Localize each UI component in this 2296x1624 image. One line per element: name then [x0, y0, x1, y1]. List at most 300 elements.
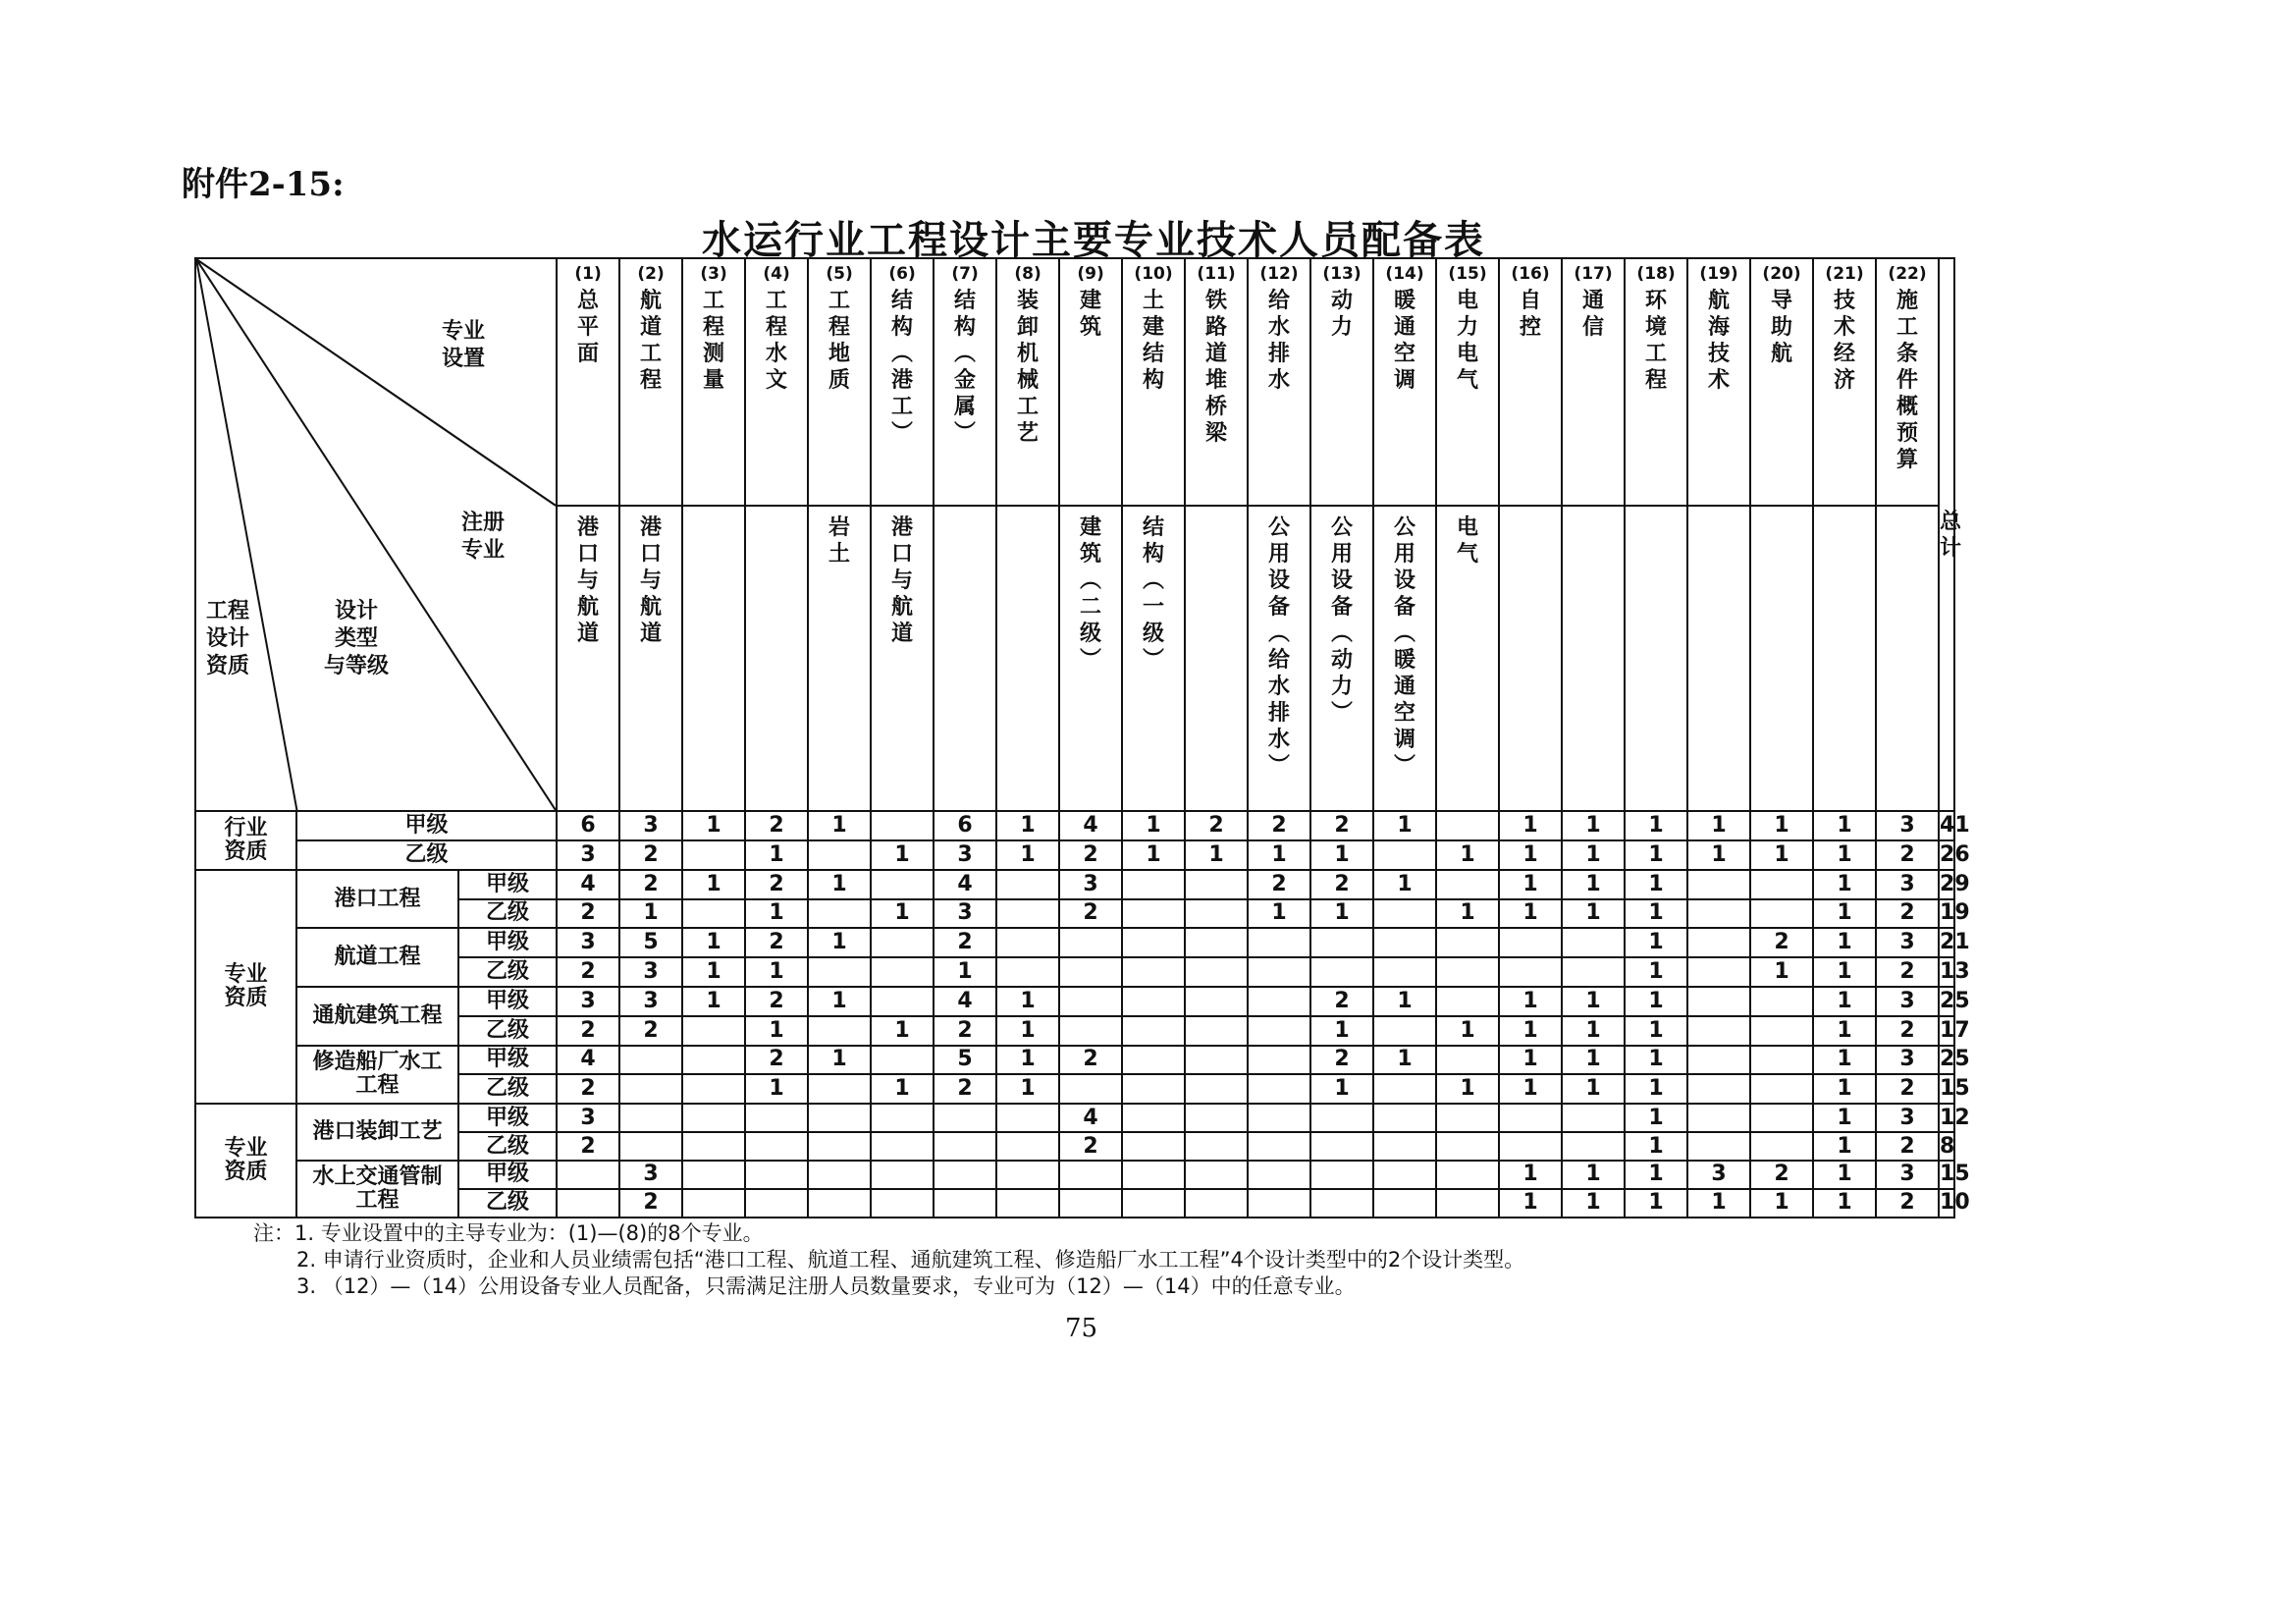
value-cell	[1750, 1132, 1813, 1161]
value-cell: 2	[1750, 1161, 1813, 1189]
design-type: 水上交通管制 工程	[296, 1161, 458, 1218]
value-cell: 1	[1436, 1016, 1499, 1046]
value-cell: 4	[934, 987, 996, 1016]
value-cell: 2	[557, 957, 619, 987]
value-cell: 4	[1059, 811, 1122, 840]
value-cell	[1562, 1132, 1625, 1161]
column-header	[1310, 258, 1373, 506]
column-name: 电 力 电 气	[1457, 288, 1479, 393]
value-cell: 3	[1876, 1161, 1939, 1189]
value-cell: 3	[1876, 928, 1939, 957]
registered-specialty-text: 港 口 与 航 道	[640, 514, 663, 646]
design-type: 港口装卸工艺	[296, 1104, 458, 1161]
value-cell	[871, 1161, 934, 1189]
value-cell	[1310, 1104, 1373, 1132]
value-cell: 1	[1625, 928, 1687, 957]
value-cell: 3	[1876, 1104, 1939, 1132]
value-cell	[808, 1104, 871, 1132]
column-number: (10)	[1134, 264, 1173, 284]
value-cell	[996, 928, 1059, 957]
value-cell: 2	[1059, 899, 1122, 929]
grade-label: 乙级	[296, 840, 557, 870]
registered-specialty-cell	[1562, 506, 1625, 811]
value-cell: 3	[934, 899, 996, 929]
value-cell	[1248, 987, 1310, 1016]
value-cell: 1	[1310, 840, 1373, 870]
value-cell: 1	[1185, 840, 1248, 870]
registered-specialty-cell	[1625, 506, 1687, 811]
value-cell: 1	[682, 870, 745, 899]
value-cell	[1436, 1046, 1499, 1075]
table-row	[195, 1016, 1954, 1046]
value-cell: 1	[1625, 870, 1687, 899]
column-number: (15)	[1448, 264, 1487, 284]
value-cell: 1	[1562, 811, 1625, 840]
value-cell	[1687, 987, 1750, 1016]
total-cell: 41	[1939, 811, 1954, 840]
value-cell: 2	[1059, 1046, 1122, 1075]
value-cell: 3	[619, 987, 682, 1016]
registered-specialty-cell	[682, 506, 745, 811]
note-3: 3. （12）—（14）公用设备专业人员配备，只需满足注册人员数量要求，专业可为（12）—（14）中的任意专业。	[296, 1274, 1356, 1298]
qualification-group: 行业 资质	[195, 811, 296, 870]
value-cell: 1	[996, 1074, 1059, 1104]
value-cell: 2	[934, 1016, 996, 1046]
value-cell: 1	[1122, 811, 1185, 840]
value-cell: 1	[1625, 1074, 1687, 1104]
value-cell: 3	[1876, 1046, 1939, 1075]
value-cell: 3	[1876, 987, 1939, 1016]
value-cell: 1	[1813, 1074, 1876, 1104]
value-cell: 1	[1625, 840, 1687, 870]
value-cell: 1	[1562, 1074, 1625, 1104]
column-header	[996, 258, 1059, 506]
column-header	[934, 258, 996, 506]
table-row	[195, 899, 1954, 929]
value-cell: 1	[1499, 899, 1562, 929]
value-cell: 1	[1625, 1104, 1687, 1132]
value-cell	[1185, 1016, 1248, 1046]
value-cell: 1	[1813, 1161, 1876, 1189]
value-cell	[934, 1132, 996, 1161]
column-number: (4)	[763, 264, 790, 284]
value-cell: 2	[619, 870, 682, 899]
value-cell: 1	[871, 840, 934, 870]
value-cell: 3	[619, 811, 682, 840]
value-cell: 1	[1562, 1016, 1625, 1046]
column-header	[1687, 258, 1750, 506]
table-row	[195, 1104, 1954, 1132]
value-cell: 1	[1625, 899, 1687, 929]
registered-specialty-cell	[1436, 506, 1499, 811]
value-cell: 2	[745, 870, 808, 899]
value-cell	[1436, 1189, 1499, 1218]
value-cell: 2	[1876, 1132, 1939, 1161]
value-cell: 3	[934, 840, 996, 870]
value-cell: 1	[1310, 1074, 1373, 1104]
value-cell	[1373, 1189, 1436, 1218]
column-number: (3)	[700, 264, 727, 284]
value-cell: 1	[1813, 957, 1876, 987]
total-cell: 8	[1939, 1132, 1954, 1161]
value-cell	[1185, 1046, 1248, 1075]
value-cell	[1059, 928, 1122, 957]
value-cell: 1	[1499, 987, 1562, 1016]
value-cell	[934, 1161, 996, 1189]
registered-specialty-text: 公 用 设 备 ︵ 动 力 ︶	[1331, 514, 1354, 726]
value-cell	[1059, 1016, 1122, 1046]
value-cell	[1687, 957, 1750, 987]
value-cell: 2	[619, 840, 682, 870]
column-name: 给 水 排 水	[1268, 288, 1291, 393]
value-cell: 4	[557, 870, 619, 899]
value-cell	[1687, 1104, 1750, 1132]
value-cell: 1	[934, 957, 996, 987]
grade-label: 乙级	[458, 899, 557, 929]
column-name: 总 平 面	[577, 288, 600, 366]
column-name: 航 海 技 术	[1708, 288, 1731, 393]
value-cell	[1310, 1161, 1373, 1189]
value-cell: 1	[1436, 1074, 1499, 1104]
value-cell: 1	[1248, 840, 1310, 870]
value-cell	[1750, 1074, 1813, 1104]
registered-specialty-cell	[934, 506, 996, 811]
column-header	[1373, 258, 1436, 506]
table-row	[195, 811, 1954, 840]
value-cell: 1	[1373, 870, 1436, 899]
value-cell: 4	[934, 870, 996, 899]
registered-specialty-text: 结 构 ︵ 一 级 ︶	[1143, 514, 1165, 673]
value-cell	[1310, 1132, 1373, 1161]
column-header	[745, 258, 808, 506]
value-cell	[1122, 1161, 1185, 1189]
staffing-table	[194, 257, 1970, 1218]
registered-specialty-cell	[557, 506, 619, 811]
column-header	[1813, 258, 1876, 506]
value-cell: 1	[1373, 811, 1436, 840]
column-header	[808, 258, 871, 506]
value-cell	[996, 870, 1059, 899]
value-cell	[996, 1104, 1059, 1132]
value-cell	[1122, 987, 1185, 1016]
value-cell	[1750, 899, 1813, 929]
value-cell	[871, 870, 934, 899]
total-cell: 17	[1939, 1016, 1954, 1046]
column-number: (16)	[1511, 264, 1550, 284]
grade-label: 甲级	[458, 1161, 557, 1189]
value-cell: 4	[557, 1046, 619, 1075]
value-cell: 1	[1687, 840, 1750, 870]
value-cell: 1	[1499, 811, 1562, 840]
value-cell: 1	[745, 1074, 808, 1104]
value-cell: 1	[808, 928, 871, 957]
value-cell	[682, 1132, 745, 1161]
value-cell: 5	[934, 1046, 996, 1075]
value-cell: 1	[808, 811, 871, 840]
table-row	[195, 1046, 1954, 1075]
grade-label: 甲级	[296, 811, 557, 840]
table-row	[195, 1189, 1954, 1218]
column-name: 结 构 ︵ 金 属 ︶	[954, 288, 977, 446]
registered-specialty-cell	[1499, 506, 1562, 811]
value-cell	[1122, 957, 1185, 987]
value-cell: 6	[557, 811, 619, 840]
value-cell	[1059, 1074, 1122, 1104]
column-name: 航 道 工 程	[640, 288, 663, 393]
grade-label: 乙级	[458, 1074, 557, 1104]
grade-label: 甲级	[458, 870, 557, 899]
column-name: 装 卸 机 械 工 艺	[1017, 288, 1040, 446]
note-1: 注：1. 专业设置中的主导专业为：(1)—(8)的8个专业。	[253, 1221, 764, 1245]
value-cell	[745, 1161, 808, 1189]
value-cell	[1436, 957, 1499, 987]
value-cell	[1122, 1132, 1185, 1161]
value-cell: 2	[745, 811, 808, 840]
value-cell	[1248, 1016, 1310, 1046]
value-cell	[1750, 987, 1813, 1016]
registered-specialty-cell	[1122, 506, 1185, 811]
value-cell	[1185, 899, 1248, 929]
value-cell	[619, 1046, 682, 1075]
value-cell: 1	[871, 1016, 934, 1046]
value-cell: 3	[557, 987, 619, 1016]
value-cell: 2	[1310, 1046, 1373, 1075]
value-cell: 2	[1876, 899, 1939, 929]
value-cell	[1499, 957, 1562, 987]
column-name: 结 构 ︵ 港 工 ︶	[891, 288, 914, 446]
value-cell: 1	[1625, 1132, 1687, 1161]
table-row	[195, 840, 1954, 870]
value-cell	[1373, 928, 1436, 957]
value-cell	[1122, 899, 1185, 929]
value-cell: 2	[1310, 987, 1373, 1016]
table-row	[195, 870, 1954, 899]
value-cell	[1122, 1016, 1185, 1046]
value-cell: 1	[1499, 1189, 1562, 1218]
value-cell	[1122, 1074, 1185, 1104]
value-cell: 1	[1625, 1189, 1687, 1218]
value-cell	[1499, 1104, 1562, 1132]
value-cell	[1750, 1104, 1813, 1132]
value-cell	[1248, 1189, 1310, 1218]
value-cell: 1	[1750, 1189, 1813, 1218]
value-cell	[1436, 811, 1499, 840]
value-cell	[1185, 870, 1248, 899]
registered-specialty-text: 建 筑 ︵ 二 级 ︶	[1080, 514, 1102, 673]
column-name: 土 建 结 构	[1143, 288, 1165, 393]
value-cell: 1	[1625, 1161, 1687, 1189]
value-cell: 1	[1813, 870, 1876, 899]
value-cell: 1	[1750, 811, 1813, 840]
value-cell: 3	[619, 1161, 682, 1189]
total-cell: 29	[1939, 870, 1954, 899]
column-name: 工 程 地 质	[828, 288, 851, 393]
column-number: (13)	[1322, 264, 1362, 284]
value-cell	[871, 928, 934, 957]
value-cell: 3	[557, 840, 619, 870]
column-name: 暖 通 空 调	[1394, 288, 1416, 393]
value-cell: 2	[557, 1132, 619, 1161]
registered-specialty-cell	[1185, 506, 1248, 811]
value-cell: 1	[1687, 1189, 1750, 1218]
value-cell: 1	[1562, 870, 1625, 899]
value-cell	[1373, 1161, 1436, 1189]
value-cell: 1	[808, 870, 871, 899]
value-cell	[1185, 957, 1248, 987]
column-header	[1750, 258, 1813, 506]
value-cell: 1	[1373, 987, 1436, 1016]
value-cell: 2	[557, 1074, 619, 1104]
total-cell: 25	[1939, 1046, 1954, 1075]
value-cell	[934, 1189, 996, 1218]
total-cell: 15	[1939, 1074, 1954, 1104]
value-cell: 2	[557, 899, 619, 929]
value-cell: 2	[934, 1074, 996, 1104]
value-cell	[1059, 1189, 1122, 1218]
value-cell	[1122, 870, 1185, 899]
value-cell: 1	[996, 811, 1059, 840]
value-cell: 3	[1876, 870, 1939, 899]
value-cell: 1	[1562, 1161, 1625, 1189]
value-cell	[1185, 928, 1248, 957]
value-cell: 1	[1310, 899, 1373, 929]
registered-specialty-text: 岩 土	[828, 514, 851, 567]
value-cell	[1185, 1104, 1248, 1132]
value-cell	[996, 957, 1059, 987]
value-cell	[745, 1132, 808, 1161]
value-cell: 2	[1876, 840, 1939, 870]
value-cell	[1122, 1104, 1185, 1132]
value-cell	[1310, 928, 1373, 957]
column-name: 工 程 水 文	[766, 288, 788, 393]
value-cell: 1	[1499, 1074, 1562, 1104]
value-cell	[1122, 928, 1185, 957]
registered-specialty-text: 港 口 与 航 道	[577, 514, 600, 646]
value-cell	[1373, 957, 1436, 987]
value-cell: 1	[1122, 840, 1185, 870]
specialty-setting-label: 专业 设置	[442, 319, 486, 371]
column-header	[1248, 258, 1310, 506]
value-cell: 1	[1813, 928, 1876, 957]
value-cell	[1248, 1104, 1310, 1132]
value-cell	[808, 899, 871, 929]
value-cell	[1750, 870, 1813, 899]
column-name: 自 控	[1520, 288, 1542, 340]
table-row	[195, 1161, 1954, 1189]
column-number: (2)	[637, 264, 665, 284]
value-cell	[1185, 1189, 1248, 1218]
value-cell: 2	[745, 928, 808, 957]
value-cell: 1	[1310, 1016, 1373, 1046]
total-cell: 12	[1939, 1104, 1954, 1132]
column-header	[1122, 258, 1185, 506]
value-cell	[1248, 1074, 1310, 1104]
registered-specialty-cell	[1310, 506, 1373, 811]
value-cell: 1	[1750, 840, 1813, 870]
note-2: 2. 申请行业资质时，企业和人员业绩需包括“港口工程、航道工程、通航建筑工程、修造船厂水工工程”4个设计类型中的2个设计类型。	[296, 1248, 1525, 1272]
total-cell: 21	[1939, 928, 1954, 957]
value-cell: 2	[745, 1046, 808, 1075]
table-row	[195, 1074, 1954, 1104]
value-cell	[682, 1074, 745, 1104]
value-cell	[808, 1189, 871, 1218]
value-cell: 2	[619, 1189, 682, 1218]
value-cell	[745, 1189, 808, 1218]
registered-specialty-cell	[996, 506, 1059, 811]
registered-specialty-cell	[619, 506, 682, 811]
column-number: (7)	[951, 264, 979, 284]
value-cell	[1436, 1161, 1499, 1189]
value-cell: 2	[557, 1016, 619, 1046]
column-number: (17)	[1574, 264, 1613, 284]
value-cell	[871, 957, 934, 987]
registered-specialty-text: 电 气	[1457, 514, 1479, 567]
value-cell: 1	[1562, 840, 1625, 870]
registered-specialty-cell	[1059, 506, 1122, 811]
value-cell	[808, 1161, 871, 1189]
total-header	[1939, 258, 1962, 811]
value-cell: 2	[1876, 1074, 1939, 1104]
value-cell	[1185, 1161, 1248, 1189]
column-name: 动 力	[1331, 288, 1354, 340]
value-cell: 1	[1373, 1046, 1436, 1075]
value-cell: 1	[996, 1016, 1059, 1046]
value-cell: 1	[1813, 987, 1876, 1016]
value-cell: 2	[1059, 840, 1122, 870]
value-cell	[682, 899, 745, 929]
column-number: (9)	[1077, 264, 1104, 284]
table-row	[195, 1132, 1954, 1161]
design-type: 航道工程	[296, 928, 458, 987]
value-cell	[1373, 840, 1436, 870]
value-cell: 1	[1625, 1046, 1687, 1075]
column-header	[1436, 258, 1499, 506]
column-header	[1059, 258, 1122, 506]
value-cell: 1	[808, 1046, 871, 1075]
registered-specialty-cell	[1248, 506, 1310, 811]
value-cell	[996, 1189, 1059, 1218]
column-header	[1625, 258, 1687, 506]
column-number: (20)	[1762, 264, 1801, 284]
value-cell: 1	[1625, 957, 1687, 987]
value-cell	[808, 957, 871, 987]
grade-label: 甲级	[458, 928, 557, 957]
value-cell: 1	[996, 987, 1059, 1016]
total-cell: 10	[1939, 1189, 1954, 1218]
grade-label: 乙级	[458, 1132, 557, 1161]
column-number: (18)	[1636, 264, 1676, 284]
value-cell	[1059, 987, 1122, 1016]
total-cell: 13	[1939, 957, 1954, 987]
registered-specialty-cell	[1687, 506, 1750, 811]
value-cell	[996, 1132, 1059, 1161]
value-cell	[1750, 1046, 1813, 1075]
value-cell: 2	[1876, 957, 1939, 987]
value-cell	[1310, 1189, 1373, 1218]
registered-specialty-cell	[1813, 506, 1876, 811]
registered-specialty-cell	[1373, 506, 1436, 811]
value-cell	[1562, 957, 1625, 987]
grade-label: 甲级	[458, 1046, 557, 1075]
column-header	[1499, 258, 1562, 506]
value-cell	[619, 1074, 682, 1104]
total-cell: 15	[1939, 1161, 1954, 1189]
design-qualification-label: 工程 设计 资质	[206, 599, 250, 678]
value-cell: 3	[1876, 811, 1939, 840]
column-header	[682, 258, 745, 506]
value-cell	[1436, 870, 1499, 899]
value-cell	[1436, 1132, 1499, 1161]
